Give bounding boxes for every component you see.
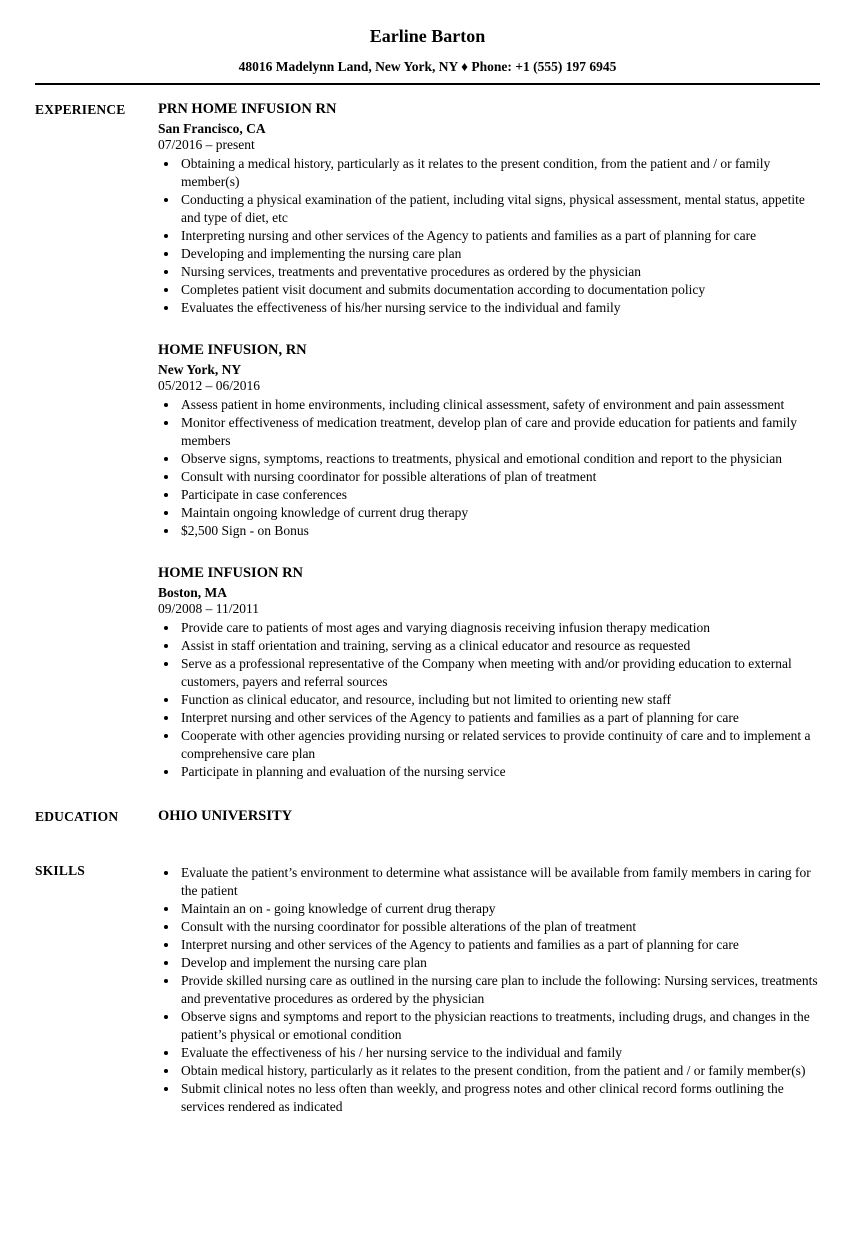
resume-header [35,26,820,85]
skill-bullet-item: • Interpret nursing and other services of the Agency to patients and families as a part of planning for care [179,936,820,954]
job-bullet-item: • Nursing services, treatments and preventative procedures as ordered by the physician [179,263,820,281]
job-dates: 05/2012 – 06/2016 [158,378,261,393]
job-bullet-item: • Interpreting nursing and other services of the Agency to patients and families as a part of planning for care [179,227,820,245]
skill-bullet-item: • Evaluate the effectiveness of his / her nursing service to the individual and family [179,1044,820,1062]
job-location: New York, NY [158,362,242,377]
section-experience [35,101,820,781]
skill-bullet-item: • Submit clinical notes no less often than weekly, and progress notes and other clinical record forms outlining the services rendered as indicated [179,1080,820,1116]
job-title: PRN HOME INFUSION RN [158,101,337,117]
contact-line: 48016 Madelynn Land, New York, NY ♦ Phone: +1 (555) 197 6945 [238,59,617,74]
experience-jobs [158,101,820,781]
skill-bullet-item: • Develop and implement the nursing care plan [179,954,820,972]
job-bullet-item: • Assess patient in home environments, including clinical assessment, safety of environment and pain assessment [179,396,820,414]
header-divider [35,83,820,85]
job-bullet-item: • Monitor effectiveness of medication treatment, develop plan of care and provide education for patients and family members [179,414,820,450]
skill-bullet-item: • Consult with the nursing coordinator for possible alterations of the plan of treatment [179,918,820,936]
skills-label: SKILLS [35,863,85,878]
job-bullet-item: • Interpret nursing and other services of the Agency to patients and families as a part of planning for care [179,709,820,727]
job-bullet-list [158,396,820,540]
job-entry [158,101,820,317]
section-skills [35,862,820,1116]
job-bullet-item: • Evaluates the effectiveness of his/her nursing service to the individual and family [179,299,820,317]
education-label: EDUCATION [35,809,119,824]
skill-bullet-item: • Provide skilled nursing care as outlined in the nursing care plan to include the following: Nursing services, treatments and preventative procedures as ordered by the physician [179,972,820,1008]
skills-list [158,864,820,1116]
job-bullet-item: • Serve as a professional representative of the Company when meeting with and/or providing education to external customers, payers and referral sources [179,655,820,691]
experience-label: EXPERIENCE [35,102,126,117]
job-bullet-item: • Observe signs, symptoms, reactions to treatments, physical and emotional condition and report to the physician [179,450,820,468]
section-education [35,808,820,825]
job-bullet-item: • Function as clinical educator, and resource, including but not limited to orienting new staff [179,691,820,709]
job-bullet-item: • Provide care to patients of most ages and varying diagnosis receiving infusion therapy medication [179,619,820,637]
job-dates: 09/2008 – 11/2011 [158,601,259,616]
job-bullet-item: • Participate in case conferences [179,486,820,504]
job-bullet-list [158,155,820,317]
job-location: San Francisco, CA [158,121,266,136]
job-bullet-item: • Completes patient visit document and submits documentation according to documentation policy [179,281,820,299]
job-bullet-item: • Conducting a physical examination of the patient, including vital signs, physical assessment, mental status, appetite and type of diet, etc [179,191,820,227]
person-name: Earline Barton [369,26,486,46]
job-bullet-item: • Participate in planning and evaluation of the nursing service [179,763,820,781]
job-bullet-item: • Cooperate with other agencies providing nursing or related services to provide continuity of care and to implement a comprehensive care plan [179,727,820,763]
job-location: Boston, MA [158,585,228,600]
job-bullet-item: • Consult with nursing coordinator for possible alterations of plan of treatment [179,468,820,486]
job-bullet-item: • $2,500 Sign - on Bonus [179,522,820,540]
job-bullet-item: • Obtaining a medical history, particularly as it relates to the present condition, from the patient and / or family member(s) [179,155,820,191]
skill-bullet-item: • Evaluate the patient’s environment to determine what assistance will be available from family members in caring for the patient [179,864,820,900]
skill-bullet-item: • Maintain an on - going knowledge of current drug therapy [179,900,820,918]
job-bullet-list [158,619,820,781]
school-name: OHIO UNIVERSITY [158,808,293,824]
skill-bullet-item: • Obtain medical history, particularly as it relates to the present condition, from the patient and / or family member(s) [179,1062,820,1080]
job-entry [158,565,820,781]
skill-bullet-item: • Observe signs and symptoms and report to the physician reactions to treatments, including drugs, and changes in the patient’s physical or emotional condition [179,1008,820,1044]
job-dates: 07/2016 – present [158,137,255,152]
job-bullet-item: • Developing and implementing the nursing care plan [179,245,820,263]
job-bullet-item: • Assist in staff orientation and training, serving as a clinical educator and resource as requested [179,637,820,655]
job-title: HOME INFUSION, RN [158,342,307,358]
job-bullet-item: • Maintain ongoing knowledge of current drug therapy [179,504,820,522]
job-entry [158,342,820,540]
job-title: HOME INFUSION RN [158,565,304,581]
